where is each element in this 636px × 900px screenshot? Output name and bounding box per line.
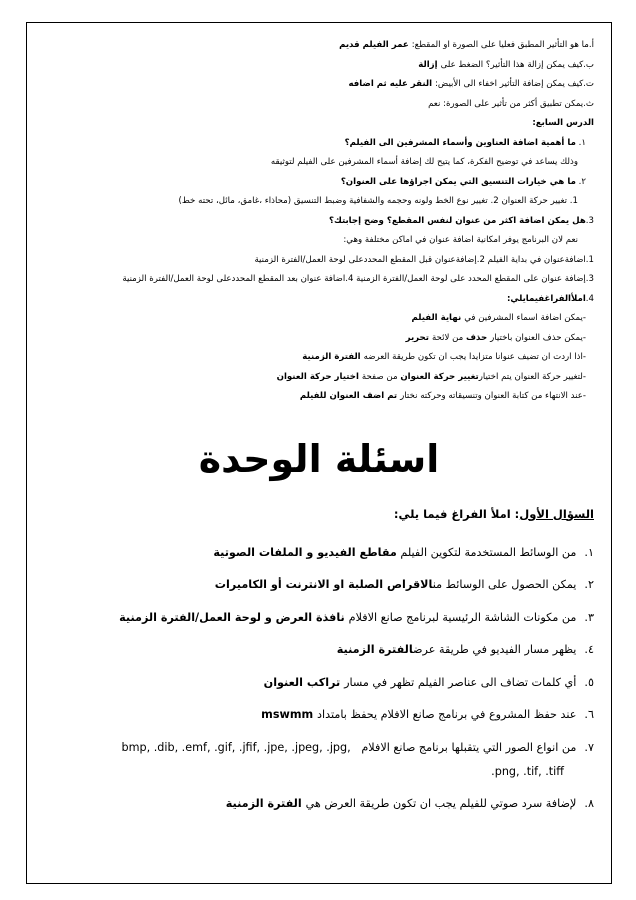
fill-blank-2: -يمكن حذف العنوان باختيار حذف من لائحة تحرير <box>405 332 586 343</box>
fill-blank-1: -يمكن اضافة اسماء المشرفين في نهاية الفيلم <box>411 313 586 323</box>
question-item-8: ٨.لإضافة سرد صوتي للفيلم يجب ان تكون طريقة العرض هي الفترة الزمنية <box>225 797 594 810</box>
text-line-a: أ.ما هو التأثير المطبق فعليا على الصورة او المقطع: عمر الفيلم قديم <box>339 40 594 50</box>
question-item-1: ١.من الوسائط المستخدمة لتكوين الفيلم مقاطع الفيديو و الملفات الصوتية <box>213 545 594 559</box>
image-formats-line2: .png, .tif, .tiff <box>491 764 564 778</box>
lesson-seven-heading: الدرس السابع: <box>532 118 594 128</box>
text-line-b: ب.كيف يمكن إزالة هذا التأثير؟ الضغط على إزالة <box>418 59 594 70</box>
question-3: 3.هل يمكن اضافة اكثر من عنوان لنفس المقطع؟ وضح إجابتك؟ <box>328 215 594 226</box>
unit-questions-title: اسئلة الوحدة <box>198 436 440 481</box>
question-1: ١. ما أهمية اضافة العناوين وأسماء المشرفين الى الفيلم؟ <box>344 137 586 148</box>
text-line-d: ث.يمكن تطبيق أكثر من تأثير على الصورة: نعم <box>428 98 594 109</box>
fill-blank-3: -اذا اردت ان تضيف عنوانا متزايدا يجب ان تكون طريقة العرضه الفترة الزمنية <box>302 352 586 362</box>
question-one-title: السؤال الأول: املأ الفراغ فيما يلي: <box>393 506 594 521</box>
question-item-2: ٢.يمكن الحصول على الوسائط منالاقراص الصلبة او الانترنت أو الكاميرات <box>214 578 594 591</box>
question-item-7: ٧.من انواع الصور التي يتقبلها برنامج صانع الافلام bmp, .dib, .emf, .gif, .jfif, .jpe, .jpeg, .jpg, <box>121 740 594 754</box>
question-item-7-continued <box>44 762 594 782</box>
document-body <box>44 36 594 827</box>
question-item-4: ٤.يظهر مسار الفيديو في طريقة عرضالفترة الزمنية <box>336 643 594 656</box>
question-item-6: ٦.عند حفظ المشروع في برنامج صانع الافلام يحفظ بامتداد mswmm <box>261 708 594 721</box>
answer-3-intro: نعم لان البرنامج يوفر امكانية اضافة عنوان في اماكن مختلفة وهي: <box>343 235 578 245</box>
fill-blank-4: -لتغيير حركة العنوان يتم اختيارتغيير حركة العنوان من صفحة اختيار حركة العنوان <box>276 371 586 382</box>
fill-blank-5: -عند الانتهاء من كتابة العنوان وتنسيقاته وحركته نختار تم اضف العنوان للفيلم <box>299 391 586 401</box>
text-line-c: ت.كيف يمكن إضافة التأثير اخفاء الى الأبيض: النقر عليه ثم اضافه <box>348 79 594 89</box>
answer-1: وذلك يساعد في توضيح الفكرة، كما يتيح لك إضافة أسماء المشرفين على الفيلم لتوثيقه <box>270 157 578 167</box>
answer-3-list-b: 3.إضافة عنوان على المقطع المحدد على لوحة العمل/الفترة الزمنية 4.اضافة عنوان بعد المقطع المحددعلى لوحة العمل/الفترة الزمنية <box>122 274 594 284</box>
image-formats-line1: bmp, .dib, .emf, .gif, .jfif, .jpe, .jpeg, .jpg, <box>121 740 351 754</box>
question-item-5: ٥.أي كلمات تضاف الى عناصر الفيلم تظهر في مسار تراكب العنوان <box>263 675 594 689</box>
question-2: ٢. ما هي خيارات التنسيق التي يمكن اجراؤها على العنوان؟ <box>340 176 586 187</box>
answer-3-list-a: 1.اضافةعنوان في بداية الفيلم 2.إضافةعنوان قبل المقطع المحددعلى لوحة العمل/الفترة الزمنية <box>254 254 594 265</box>
answer-2: 1. تغيير حركة العنوان 2. تغيير نوع الخط ولونه وحجمه والشفافية وضبط التنسيق (محاذاء ،غامق، مائل، تحته خط) <box>178 196 578 206</box>
fill-blank-heading: 4.املأالفراغفيمايلي: <box>506 293 594 304</box>
question-item-3: ٣.من مكونات الشاشة الرئيسية لبرنامج صانع الافلام نافذة العرض و لوحة العمل/الفترة الزمنية <box>119 610 594 624</box>
